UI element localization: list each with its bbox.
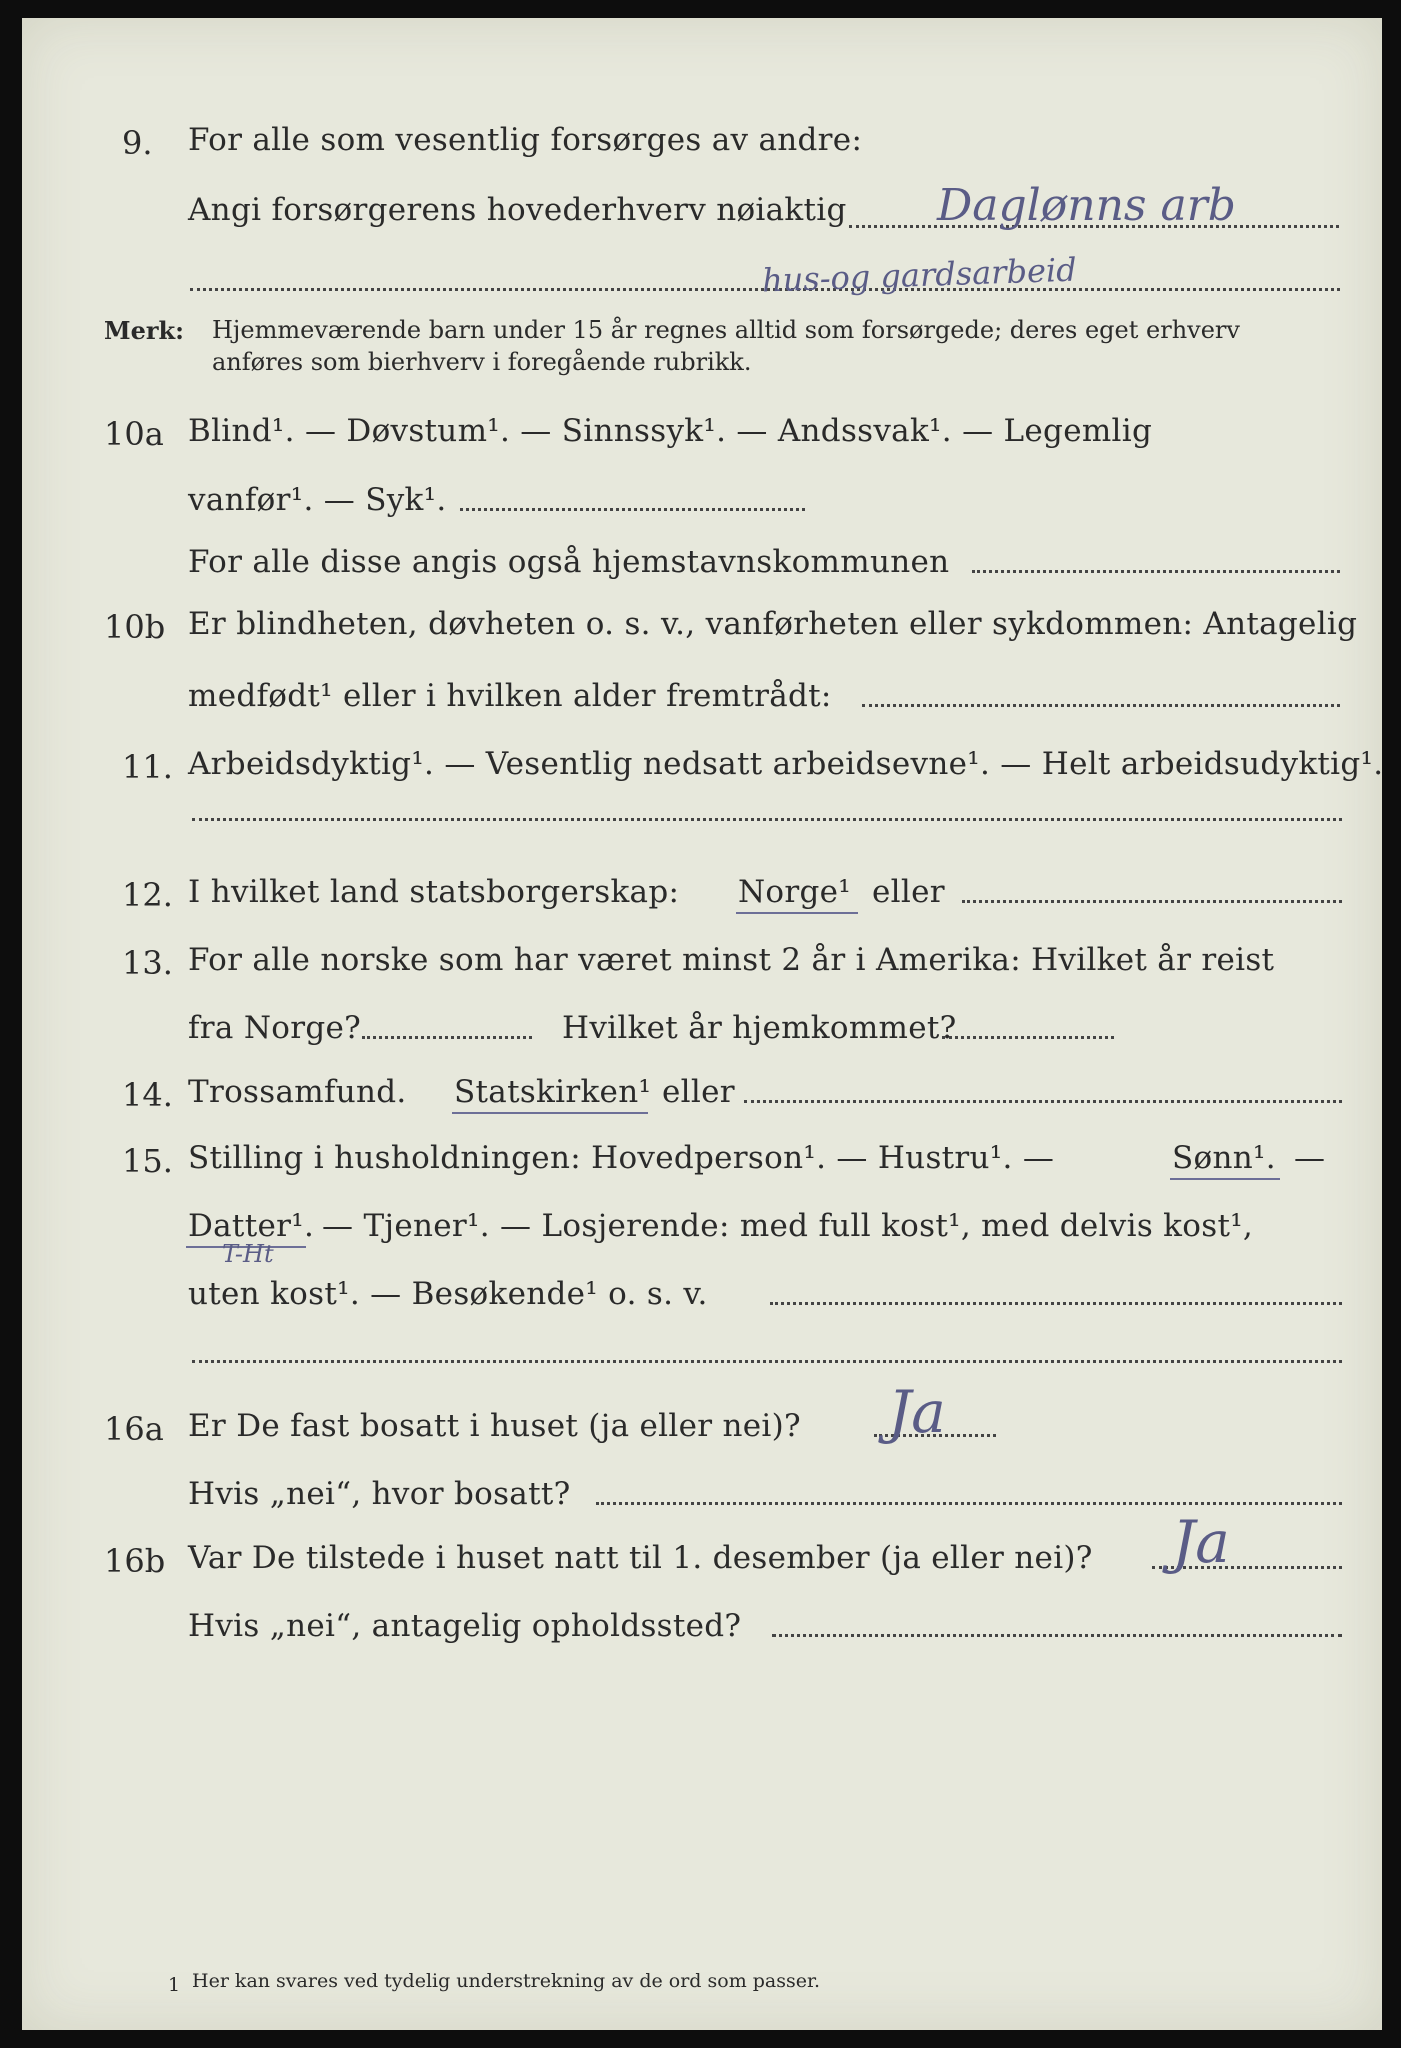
q10a-number: 10a — [104, 415, 164, 453]
q10b-line1: Er blindheten, døvheten o. s. v., vanførheten eller sykdommen: Antagelig — [188, 606, 1358, 642]
merk-label: Merk: — [104, 316, 184, 345]
q15-choice-datter: Datter¹. — [188, 1208, 315, 1244]
q16b-line2: Hvis „nei“, antagelig opholdssted? — [188, 1608, 742, 1644]
q9-line2: Angi forsørgerens hovederhverv nøiaktig — [188, 192, 847, 228]
q12-choice-norge: Norge¹ — [738, 874, 852, 910]
footnote-text: Her kan svares ved tydelig understrekning av de ord som passer. — [192, 1970, 821, 1992]
q13-line2b: Hvilket år hjemkommet? — [562, 1010, 957, 1046]
q16a-handwritten-answer: Ja — [888, 1378, 946, 1446]
q15-answer-line — [770, 1302, 1342, 1305]
q12-pre: I hvilket land statsborgerskap: — [188, 874, 680, 910]
q15-answer-line2 — [192, 1360, 1342, 1363]
q14-post: eller — [662, 1074, 735, 1110]
q9-number: 9. — [122, 124, 153, 162]
q13-reist-line — [362, 1036, 532, 1039]
q16a-number: 16a — [104, 1410, 164, 1448]
merk-line2: anføres som bierhverv i foregående rubrikk. — [212, 348, 752, 376]
q15-handwritten-mark: T-Ht — [222, 1240, 274, 1268]
q16a-line2: Hvis „nei“, hvor bosatt? — [188, 1476, 571, 1512]
q12-underline — [736, 912, 858, 914]
merk-line1: Hjemmeværende barn under 15 år regnes alltid som forsørgede; deres eget erhverv — [212, 316, 1240, 344]
q14-choice-statskirken: Statskirken¹ — [454, 1074, 652, 1110]
q10b-answer-line — [862, 704, 1340, 707]
q15-number: 15. — [122, 1142, 173, 1180]
q16b-number: 16b — [104, 1542, 166, 1580]
q12-answer-line — [962, 900, 1342, 903]
q15-sonn-underline — [1170, 1178, 1280, 1180]
q13-line2a: fra Norge? — [188, 1010, 362, 1046]
q15-line2b: — Tjener¹. — Losjerende: med full kost¹, med delvis kost¹, — [322, 1208, 1254, 1244]
q15-line1c: — — [1294, 1140, 1326, 1176]
q9-handwritten-answer2: hus-og gardsarbeid — [761, 250, 1078, 300]
q9-line1: For alle som vesentlig forsørges av andre: — [188, 122, 863, 158]
q14-number: 14. — [122, 1076, 173, 1114]
q14-pre: Trossamfund. — [188, 1074, 407, 1110]
q10a-kommune-line — [972, 570, 1340, 573]
q15-line3: uten kost¹. — Besøkende¹ o. s. v. — [188, 1276, 708, 1312]
q16b-opholdssted-line — [772, 1634, 1342, 1637]
census-form-page — [22, 18, 1382, 2030]
q13-number: 13. — [122, 944, 173, 982]
q10a-syk-line — [460, 508, 805, 511]
q10a-line1: Blind¹. — Døvstum¹. — Sinnssyk¹. — Andssvak¹. — Legemlig — [188, 413, 1153, 449]
q15-line1a: Stilling i husholdningen: Hovedperson¹. — Hustru¹. — — [188, 1140, 1055, 1176]
q10b-number: 10b — [104, 608, 166, 646]
q11-number: 11. — [122, 748, 173, 786]
q10a-line2: vanfør¹. — Syk¹. — [188, 482, 447, 518]
q10b-line2: medfødt¹ eller i hvilken alder fremtrådt: — [188, 678, 832, 714]
q12-post: eller — [872, 874, 945, 910]
q11-line1: Arbeidsdyktig¹. — Vesentlig nedsatt arbeidsevne¹. — Helt arbeidsudyktig¹. — [188, 746, 1384, 782]
q15-choice-sonn: Sønn¹. — [1172, 1140, 1276, 1176]
q13-line1: For alle norske som har været minst 2 år i Amerika: Hvilket år reist — [188, 942, 1275, 978]
q12-number: 12. — [122, 876, 173, 914]
q16b-line1: Var De tilstede i huset natt til 1. desember (ja eller nei)? — [188, 1540, 1093, 1576]
q10a-line3: For alle disse angis også hjemstavnskommunen — [188, 544, 950, 580]
q14-answer-line — [744, 1100, 1342, 1103]
q16a-bosatt-line — [596, 1502, 1342, 1505]
q16b-handwritten-answer: Ja — [1172, 1508, 1230, 1576]
q16a-line1: Er De fast bosatt i huset (ja eller nei)? — [188, 1408, 801, 1444]
q9-handwritten-answer1: Daglønns arb — [937, 180, 1236, 231]
footnote-mark: 1 — [168, 1974, 181, 1996]
q13-hjemkommet-line — [942, 1036, 1114, 1039]
q11-answer-line — [192, 818, 1342, 821]
q14-underline — [452, 1112, 648, 1114]
